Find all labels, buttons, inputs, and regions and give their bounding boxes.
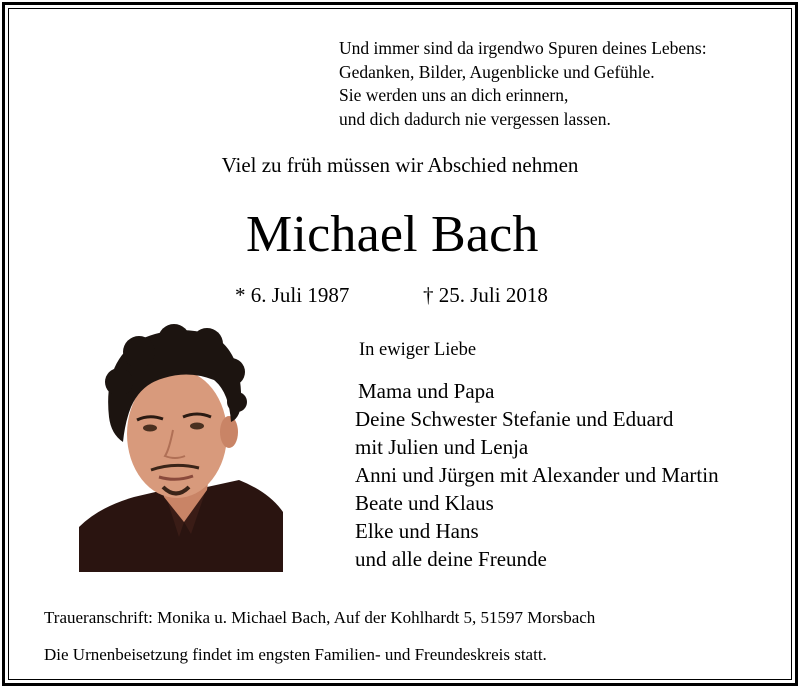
portrait-photo — [79, 322, 283, 572]
intro-line — [0, 153, 800, 178]
portrait-illustration — [79, 322, 283, 572]
birth-date: * 6. Juli 1987 — [235, 283, 350, 307]
poem-line: Sie werden uns an dich erinnern, — [339, 85, 569, 105]
love-heading: In ewiger Liebe — [359, 340, 477, 360]
poem-line: und dich dadurch nie vergessen lassen. — [339, 108, 611, 129]
poem — [339, 37, 707, 131]
mourner-line: und alle deine Freunde — [355, 547, 547, 571]
mourners-list — [355, 377, 719, 573]
poem-line: Und immer sind da irgendwo Spuren deines Lebens: — [339, 38, 707, 58]
mourning-address: Traueranschrift: Monika u. Michael Bach, Auf der Kohlhardt 5, 51597 Morsbach — [44, 608, 596, 627]
mourner-line: mit Julien und Lenja — [355, 435, 529, 459]
burial-notice: Die Urnenbeisetzung findet im engsten Familien- und Freundeskreis statt. — [44, 645, 547, 664]
death-date: † 25. Juli 2018 — [423, 283, 548, 307]
deceased-name: Michael Bach — [246, 206, 539, 263]
intro-text: Viel zu früh müssen wir Abschied nehmen — [221, 153, 579, 177]
mourner-line: Anni und Jürgen mit Alexander und Martin — [355, 463, 719, 487]
mourner-line: Mama und Papa — [358, 379, 495, 403]
mourner-line: Beate und Klaus — [355, 491, 494, 515]
mourner-line: Elke und Hans — [355, 519, 479, 543]
poem-line: Gedanken, Bilder, Augenblicke und Gefühle. — [339, 61, 655, 82]
mourner-line: Deine Schwester Stefanie und Eduard — [355, 407, 674, 431]
